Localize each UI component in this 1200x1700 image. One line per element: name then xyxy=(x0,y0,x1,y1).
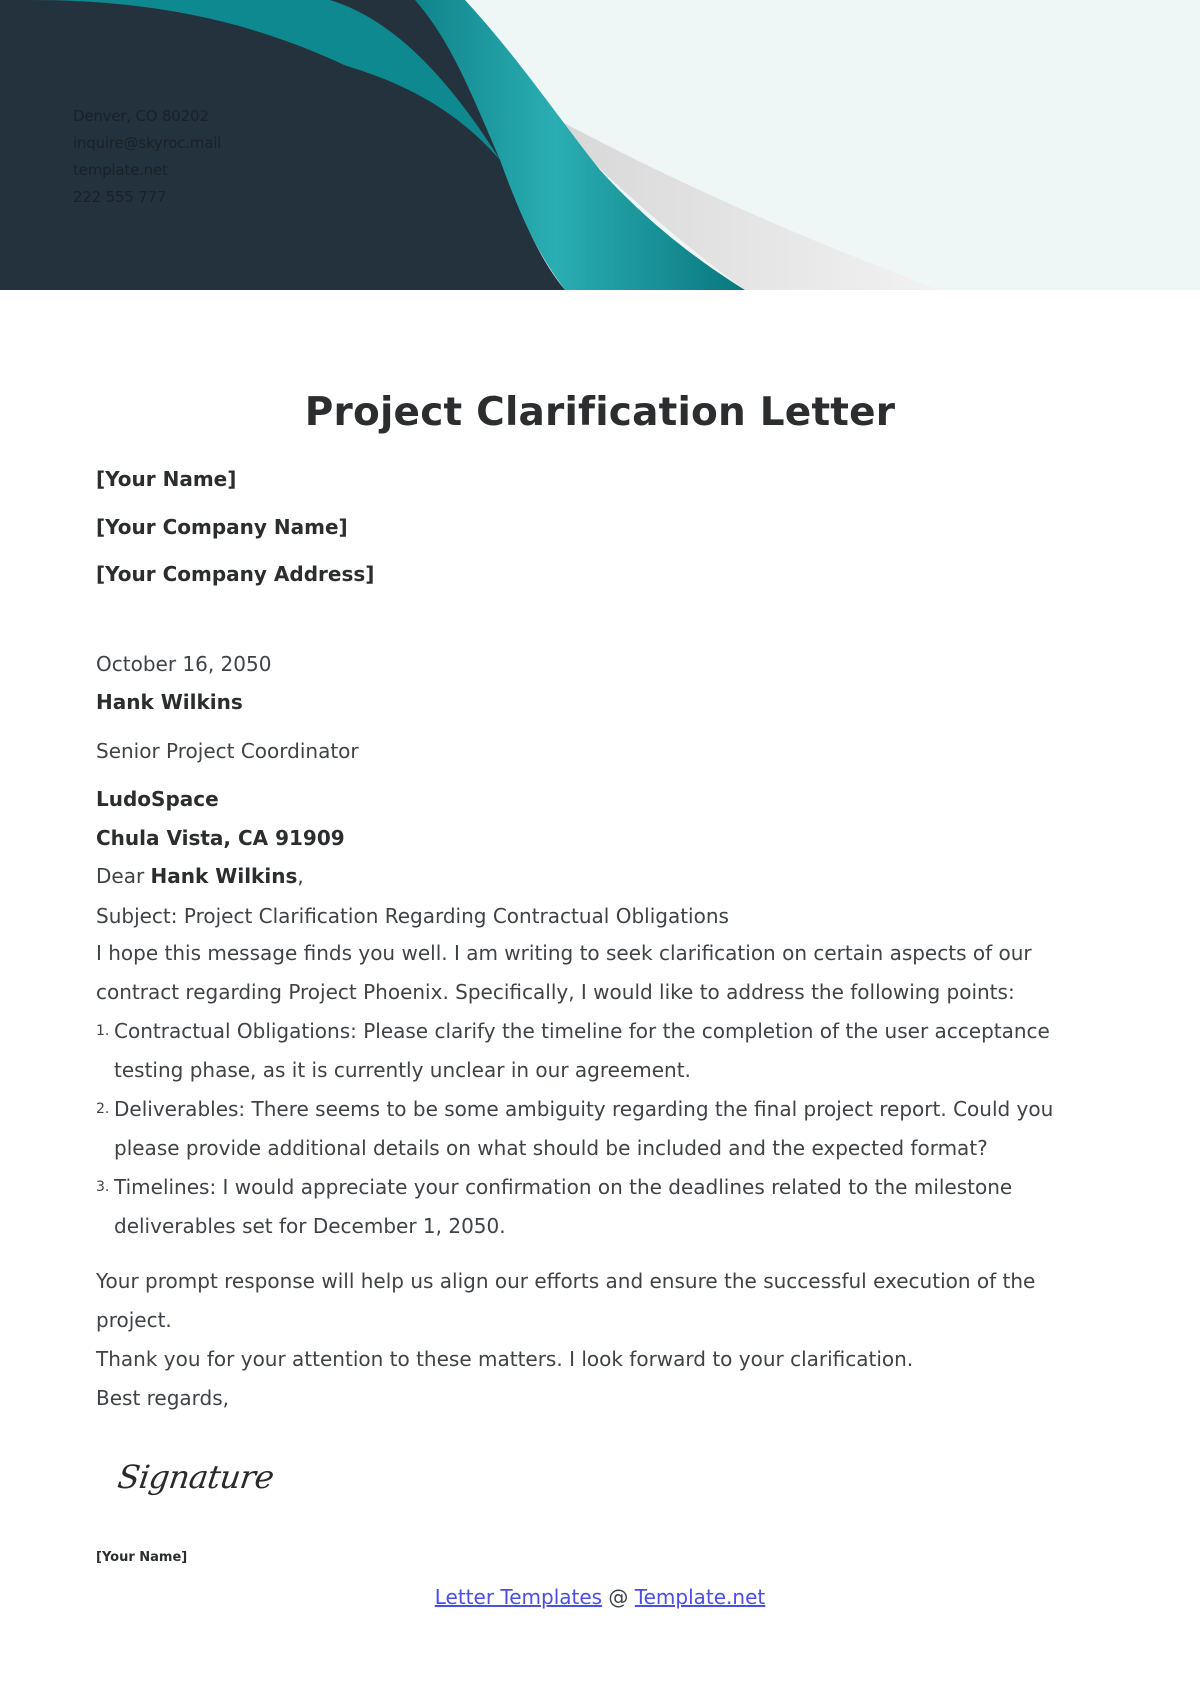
letter-date: October 16, 2050 xyxy=(96,652,272,676)
signer-name: [Your Name] xyxy=(96,1550,188,1565)
recipient-name: Hank Wilkins xyxy=(96,690,243,714)
footer-credit xyxy=(0,1585,1200,1609)
salutation-name: Hank Wilkins xyxy=(150,864,298,888)
sender-company: [Your Company Name] xyxy=(96,515,348,539)
company-email: inquire@skyroc.mail xyxy=(73,134,222,152)
closing-paragraph: Your prompt response will help us align our efforts and ensure the successful execution of the project. xyxy=(96,1269,1036,1332)
salutation-suffix: , xyxy=(297,864,304,888)
footer-separator: @ xyxy=(602,1585,635,1609)
intro-paragraph: I hope this message finds you well. I am writing to seek clarification on certain aspects of our contract regarding Project Phoenix. Specifically, I would like to address the following points: xyxy=(96,941,1032,1004)
recipient-address: Chula Vista, CA 91909 xyxy=(96,826,345,850)
list-item xyxy=(96,1168,1106,1246)
letter-subject: Subject: Project Clarification Regarding Contractual Obligations xyxy=(96,904,729,928)
list-item xyxy=(96,1090,1106,1168)
thanks-paragraph: Thank you for your attention to these matters. I look forward to your clarification. xyxy=(96,1347,914,1371)
list-item-text: Deliverables: There seems to be some ambiguity regarding the final project report. Could you please provide additional details on what should be included and the expected format? xyxy=(114,1097,1054,1160)
salutation xyxy=(96,864,304,888)
list-item-text: Contractual Obligations: Please clarify the timeline for the completion of the user acceptance testing phase, as it is currently unclear in our agreement. xyxy=(114,1019,1050,1082)
sender-address: [Your Company Address] xyxy=(96,562,375,586)
company-phone: 222 555 777 xyxy=(73,188,167,206)
sign-off: Best regards, xyxy=(96,1386,230,1410)
letter-title: Project Clarification Letter xyxy=(304,390,896,435)
company-website: template.net xyxy=(73,161,168,179)
recipient-title: Senior Project Coordinator xyxy=(96,739,359,763)
list-item-text: Timelines: I would appreciate your confirmation on the deadlines related to the milestone deliverables set for December 1, 2050. xyxy=(114,1175,1013,1238)
salutation-prefix: Dear xyxy=(96,864,151,888)
list-item-number: 1. xyxy=(96,1023,110,1039)
company-address: Denver, CO 80202 xyxy=(73,107,209,125)
signature: Signature xyxy=(115,1458,277,1496)
recipient-company: LudoSpace xyxy=(96,787,219,811)
clarification-points-list xyxy=(96,1012,1106,1246)
header-contact-block xyxy=(73,103,221,211)
list-item xyxy=(96,1012,1106,1090)
list-item-number: 3. xyxy=(96,1179,110,1195)
sender-name: [Your Name] xyxy=(96,467,237,491)
letter-templates-link[interactable]: Letter Templates xyxy=(434,1585,603,1609)
template-net-link[interactable]: Template.net xyxy=(634,1585,766,1609)
list-item-number: 2. xyxy=(96,1101,110,1117)
